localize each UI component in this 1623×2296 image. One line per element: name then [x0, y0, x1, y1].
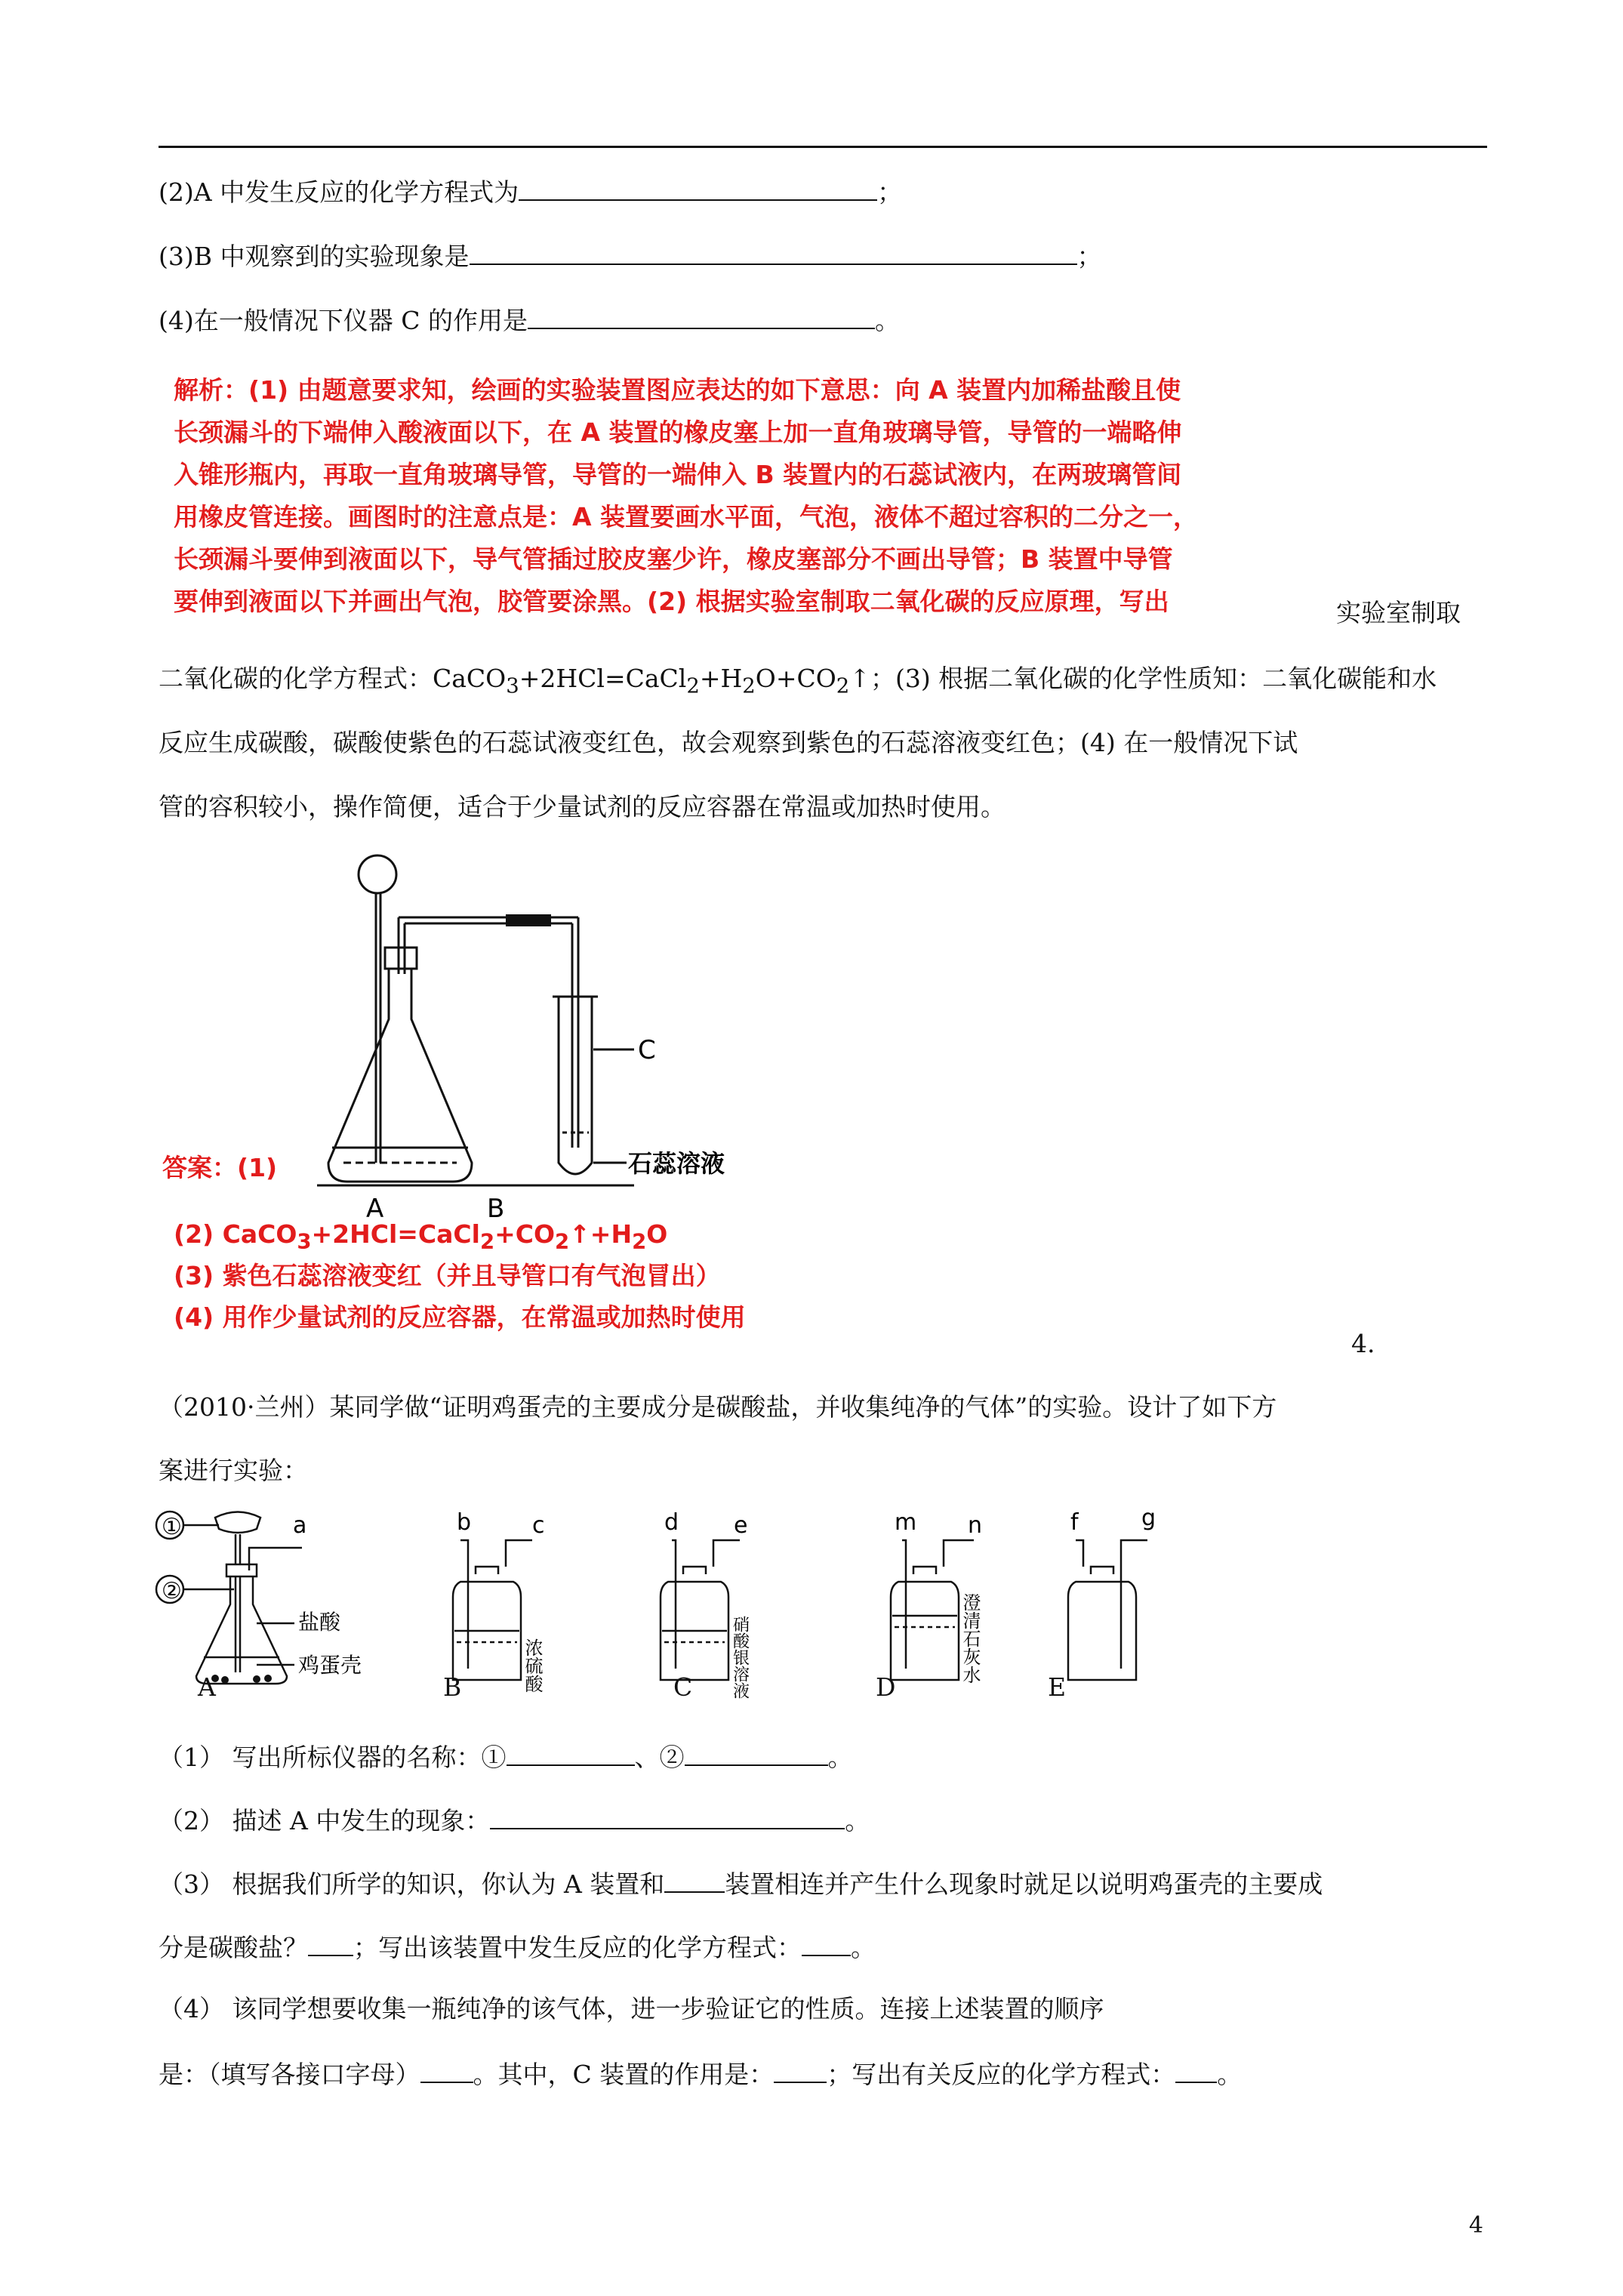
circle-1-label: ① [162, 1514, 182, 1540]
analysis-line-3: 入锥形瓶内，再取一直角玻璃导管，导管的一端伸入 B 装置内的石蕊试液内，在两玻璃管间 [174, 460, 1182, 489]
d-liquid-label: 澄清石灰水 [959, 1593, 981, 1684]
q4-sub-4b: 是：（填写各接口字母） 。其中，C 装置的作用是： ；写出有关反应的化学方程式： 。 [159, 2056, 1242, 2091]
port-f-label: f [1070, 1509, 1079, 1536]
apparatus-label-a: A [198, 1672, 216, 1702]
analysis-line-5: 长颈漏斗要伸到液面以下，导气管插过胶皮塞少许，橡皮塞部分不画出导管；B 装置中导管 [174, 544, 1173, 574]
answer-blank[interactable] [519, 174, 877, 201]
q4-sub-4a: （4） 该同学想要收集一瓶纯净的该气体，进一步验证它的性质。连接上述装置的顺序 [159, 1994, 1104, 2023]
label-c: C [638, 1035, 656, 1065]
apparatus-figure-1 [302, 846, 755, 1223]
answer-blank[interactable] [802, 1929, 851, 1956]
answer-line-1: 答案：(1) [162, 1153, 278, 1182]
analysis-body-1: 二氧化碳的化学方程式：$CaCO_3+2HCl=CaCl_2+H_2O+CO_2↑$；(3) 根据二氧化碳的化学性质知：二氧化碳能和水 [159, 664, 1437, 698]
port-m-label: m [895, 1509, 917, 1536]
apparatus-figure-2 [151, 1502, 1246, 1699]
page-number: 4 [1468, 2212, 1483, 2239]
q4-intro-2: 案进行实验： [159, 1456, 308, 1485]
b-liquid-label: 浓硫酸 [522, 1638, 543, 1693]
answer-line-3: (3) 紫色石蕊溶液变红（并且导管口有气泡冒出） [174, 1261, 721, 1290]
answer-blank[interactable] [490, 1802, 845, 1829]
rubber-tube-icon [506, 914, 551, 926]
port-a-label: a [293, 1512, 307, 1539]
analysis-line-4: 用橡皮管连接。画图时的注意点是：A 装置要画水平面，气泡，液体不超过容积的二分之一， [174, 502, 1199, 532]
q3-line-4: (4)在一般情况下仪器 C 的作用是 。 [159, 302, 900, 337]
apparatus-label-d: D [876, 1672, 896, 1702]
port-c-label: c [532, 1512, 545, 1539]
header-rule [159, 146, 1487, 148]
port-d-label: d [664, 1509, 679, 1536]
answer-blank[interactable] [1175, 2056, 1217, 2083]
answer-blank[interactable] [470, 238, 1077, 265]
port-n-label: n [968, 1512, 983, 1539]
analysis-line-2: 长颈漏斗的下端伸入酸液面以下，在 A 装置的橡皮塞上加一直角玻璃导管，导管的一端略伸 [174, 418, 1182, 447]
q4-sub-3a: （3） 根据我们所学的知识，你认为 A 装置和 装置相连并产生什么现象时就足以说明鸡蛋壳的主要成 [159, 1866, 1323, 1901]
apparatus-label-b: B [443, 1672, 462, 1702]
answer-blank[interactable] [507, 1739, 635, 1766]
acid-label: 盐酸 [298, 1610, 341, 1635]
label-litmus: 石蕊溶液 [628, 1149, 725, 1178]
answer-blank[interactable] [528, 302, 875, 329]
port-e-label: e [734, 1512, 748, 1539]
answer-blank[interactable] [774, 2056, 827, 2083]
answer-blank[interactable] [308, 1929, 353, 1956]
analysis-line-6-tail: 实验室制取 [1336, 598, 1461, 627]
analysis-line-1: 解析：(1) 由题意要求知，绘画的实验装置图应表达的如下意思：向 A 装置内加稀盐酸且使 [174, 375, 1181, 405]
c-liquid-label: 硝酸银溶液 [730, 1616, 750, 1699]
analysis-body-2: 反应生成碳酸，碳酸使紫色的石蕊试液变红色，故会观察到紫色的石蕊溶液变红色；(4) 在一般情况下试 [159, 728, 1298, 757]
q3-line-3: (3)B 中观察到的实验现象是 ； [159, 238, 1102, 273]
q4-intro-1: （2010·兰州）某同学做“证明鸡蛋壳的主要成分是碳酸盐，并收集纯净的气体”的实验。设计了如下方 [159, 1392, 1277, 1422]
question-4-number: 4. [1351, 1329, 1375, 1358]
answer-blank[interactable] [420, 2056, 473, 2083]
circle-2-label: ② [162, 1578, 182, 1604]
analysis-line-6: 要伸到液面以下并画出气泡，胶管要涂黑。(2) 根据实验室制取二氧化碳的反应原理，写出 [174, 587, 1169, 616]
port-b-label: b [457, 1509, 472, 1536]
q4-sub-1: （1） 写出所标仪器的名称：① 、② 。 [159, 1739, 853, 1774]
answer-blank[interactable] [664, 1866, 725, 1893]
q4-sub-2: （2） 描述 A 中发生的现象： 。 [159, 1802, 870, 1838]
label-b: B [487, 1194, 505, 1223]
answer-line-2: (2) $CaCO_3+2HCl=CaCl_2+CO_2↑+H_2O$ [174, 1219, 668, 1254]
answer-blank[interactable] [685, 1739, 828, 1766]
answer-line-4: (4) 用作少量试剂的反应容器，在常温或加热时使用 [174, 1302, 746, 1332]
q4-sub-3b: 分是碳酸盐？ ；写出该装置中发生反应的化学方程式： 。 [159, 1929, 876, 1965]
analysis-body-3: 管的容积较小，操作简便，适合于少量试剂的反应容器在常温或加热时使用。 [159, 792, 1006, 821]
apparatus-label-c: C [673, 1672, 693, 1702]
eggshell-label: 鸡蛋壳 [298, 1653, 362, 1678]
q3-line-2: (2)A 中发生反应的化学方程式为 ； [159, 174, 902, 209]
label-a: A [366, 1194, 384, 1223]
port-g-label: g [1141, 1505, 1156, 1531]
apparatus-label-e: E [1048, 1672, 1067, 1702]
